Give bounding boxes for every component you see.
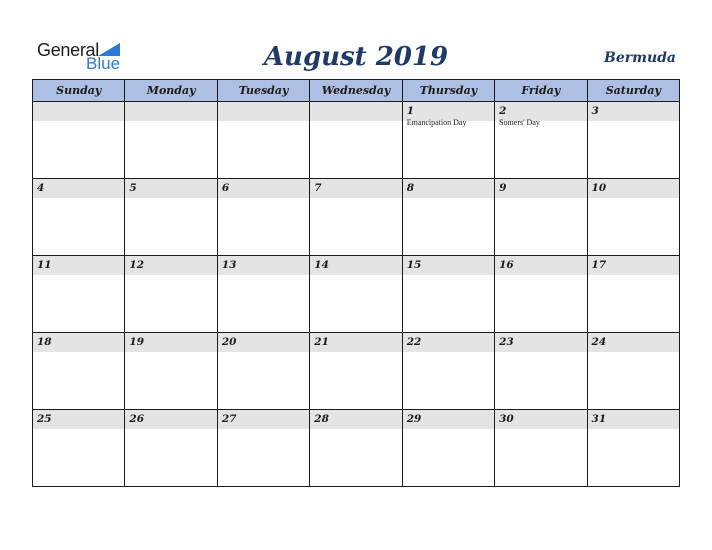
day-cell (33, 256, 125, 333)
day-cell (402, 333, 494, 410)
day-cell (402, 102, 494, 179)
day-number: 23 (495, 333, 586, 352)
day-cell (217, 410, 309, 487)
weekday-thursday: Thursday (402, 80, 494, 102)
day-cell (495, 256, 587, 333)
day-number: 15 (403, 256, 494, 275)
day-number: 7 (310, 179, 401, 198)
day-cell (125, 179, 217, 256)
day-number (310, 102, 401, 121)
day-number (218, 102, 309, 121)
day-cell (587, 179, 679, 256)
weekday-wednesday: Wednesday (310, 80, 402, 102)
day-number (125, 102, 216, 121)
logo-word-blue: Blue (86, 54, 121, 73)
day-cell (587, 410, 679, 487)
day-cell (495, 102, 587, 179)
day-number: 8 (403, 179, 494, 198)
day-number: 19 (125, 333, 216, 352)
day-number: 17 (588, 256, 679, 275)
day-number: 3 (588, 102, 679, 121)
country-label: Bermuda (604, 50, 676, 66)
weekday-header-row (33, 80, 680, 102)
day-number (33, 102, 124, 121)
weekday-monday: Monday (125, 80, 217, 102)
day-number: 9 (495, 179, 586, 198)
day-number: 31 (588, 410, 679, 429)
day-cell (217, 256, 309, 333)
day-cell (310, 256, 402, 333)
day-number: 29 (403, 410, 494, 429)
day-number: 30 (495, 410, 586, 429)
week-row (33, 102, 680, 179)
day-cell (402, 179, 494, 256)
day-number: 26 (125, 410, 216, 429)
day-number: 12 (125, 256, 216, 275)
day-cell (217, 179, 309, 256)
week-row (33, 410, 680, 487)
day-cell (587, 102, 679, 179)
weekday-tuesday: Tuesday (217, 80, 309, 102)
day-number: 24 (588, 333, 679, 352)
week-row (33, 333, 680, 410)
weekday-saturday: Saturday (587, 80, 679, 102)
day-cell (495, 410, 587, 487)
day-cell (33, 410, 125, 487)
day-cell (587, 333, 679, 410)
week-row (33, 256, 680, 333)
day-cell (310, 333, 402, 410)
day-number: 6 (218, 179, 309, 198)
day-cell (310, 410, 402, 487)
logo-word-general: General (37, 40, 99, 60)
day-cell (125, 102, 217, 179)
day-cell (495, 333, 587, 410)
day-cell (310, 179, 402, 256)
day-cell (125, 333, 217, 410)
weekday-friday: Friday (495, 80, 587, 102)
weekday-sunday: Sunday (33, 80, 125, 102)
day-cell (495, 179, 587, 256)
day-number: 18 (33, 333, 124, 352)
day-cell (217, 333, 309, 410)
day-cell (587, 256, 679, 333)
day-number: 16 (495, 256, 586, 275)
day-cell (217, 102, 309, 179)
calendar-title: August 2019 (263, 42, 449, 72)
day-number: 25 (33, 410, 124, 429)
day-cell (33, 179, 125, 256)
day-cell (33, 333, 125, 410)
day-cell (402, 410, 494, 487)
day-cell (125, 256, 217, 333)
day-cell (125, 410, 217, 487)
day-number: 4 (33, 179, 124, 198)
day-number: 28 (310, 410, 401, 429)
day-number: 14 (310, 256, 401, 275)
day-number: 10 (588, 179, 679, 198)
calendar-grid (32, 79, 680, 487)
holiday-label: Somers' Day (499, 118, 540, 127)
holiday-label: Emancipation Day (406, 118, 467, 127)
day-number: 27 (218, 410, 309, 429)
day-cell (33, 102, 125, 179)
day-number: 20 (218, 333, 309, 352)
day-number: 5 (125, 179, 216, 198)
week-row (33, 179, 680, 256)
day-number: 11 (33, 256, 124, 275)
day-cell (310, 102, 402, 179)
day-number: 21 (310, 333, 401, 352)
day-number: 1 (403, 102, 494, 121)
day-cell (402, 256, 494, 333)
day-number: 2 (495, 102, 586, 121)
day-number: 13 (218, 256, 309, 275)
day-number: 22 (403, 333, 494, 352)
